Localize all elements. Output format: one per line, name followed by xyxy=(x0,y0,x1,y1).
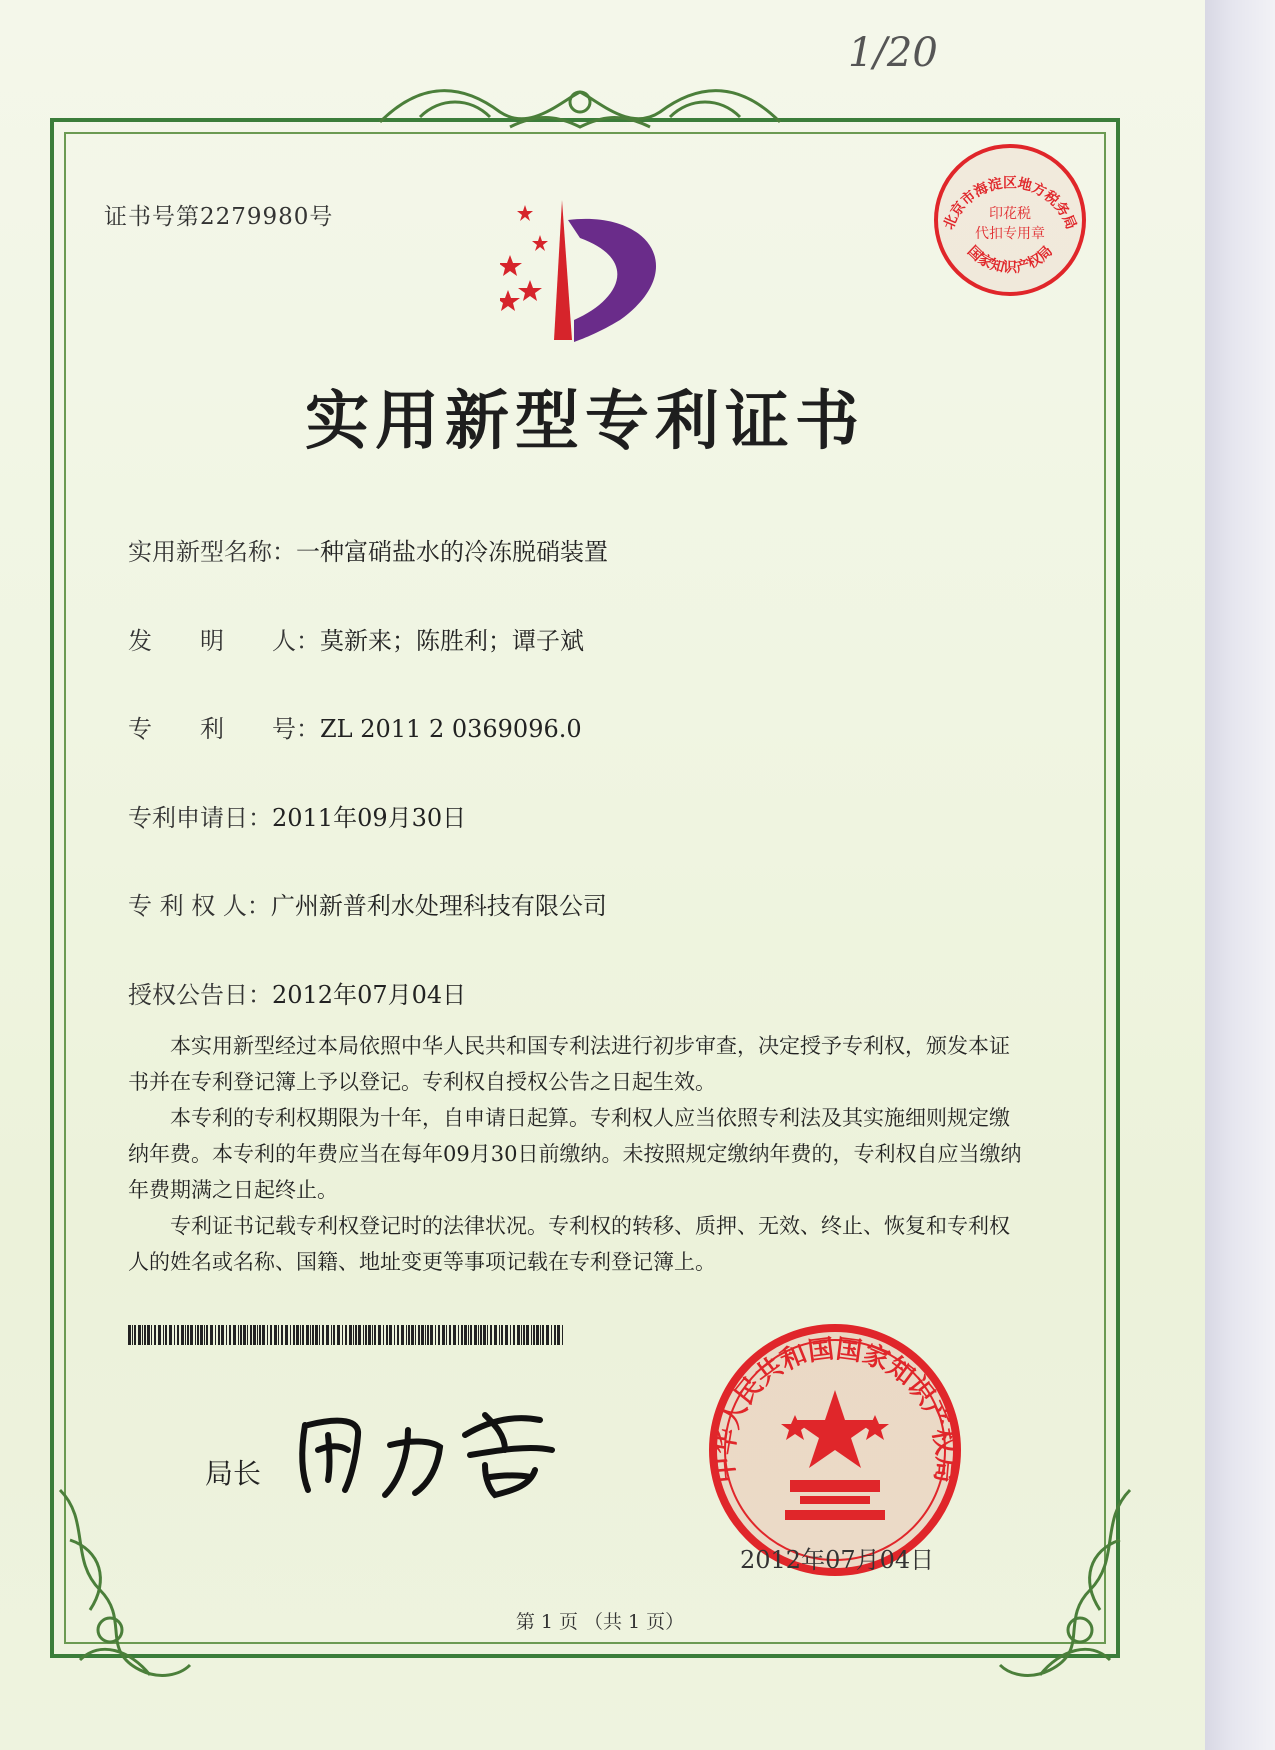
barcode-bar xyxy=(438,1325,440,1345)
barcode-bar xyxy=(319,1325,320,1345)
barcode-bar xyxy=(293,1325,295,1345)
barcode-bar xyxy=(226,1325,227,1345)
barcode-bar xyxy=(383,1325,384,1345)
barcode-bar xyxy=(206,1325,208,1345)
barcode-bar xyxy=(557,1325,560,1345)
barcode-bar xyxy=(536,1325,539,1345)
barcode-bar xyxy=(250,1325,252,1345)
barcode-icon xyxy=(128,1325,568,1345)
grant-date-field xyxy=(128,975,466,1010)
barcode-bar xyxy=(531,1325,532,1345)
barcode-bar xyxy=(210,1325,213,1345)
barcode-bar xyxy=(521,1325,522,1345)
barcode-bar xyxy=(134,1325,136,1345)
barcode-bar xyxy=(233,1325,236,1345)
barcode-bar xyxy=(397,1325,399,1345)
barcode-bar xyxy=(169,1325,172,1345)
barcode-bar xyxy=(435,1325,436,1345)
barcode-bar xyxy=(151,1325,152,1345)
tax-stamp-outer-text: 北京市海淀区地方税务局 xyxy=(941,175,1079,232)
barcode-bar xyxy=(310,1325,311,1345)
barcode-bar xyxy=(342,1325,343,1345)
barcode-bar xyxy=(461,1325,463,1345)
barcode-bar xyxy=(200,1325,203,1345)
barcode-bar xyxy=(425,1325,426,1345)
barcode-bar xyxy=(315,1325,318,1345)
barcode-bar xyxy=(331,1325,332,1345)
inventors-field xyxy=(128,621,584,656)
patent-number-value: ZL 2011 2 0369096.0 xyxy=(320,715,582,743)
application-date-label: 专利申请日： xyxy=(128,804,272,832)
barcode-bar xyxy=(181,1325,184,1345)
barcode-bar xyxy=(204,1325,205,1345)
barcode-bar xyxy=(378,1325,381,1345)
tax-stamp-seal xyxy=(930,140,1090,300)
barcode-bar xyxy=(562,1325,563,1345)
barcode-bar xyxy=(158,1325,161,1345)
tax-stamp-inner-1: 印花税 xyxy=(989,206,1031,222)
barcode-bar xyxy=(322,1325,324,1345)
barcode-bar xyxy=(474,1325,477,1345)
barcode-bar xyxy=(221,1325,224,1345)
barcode-bar xyxy=(358,1325,361,1345)
barcode-bar xyxy=(190,1325,193,1345)
barcode-bar xyxy=(349,1325,352,1345)
bottom-right-ornament-icon xyxy=(990,1480,1150,1690)
barcode-bar xyxy=(142,1325,143,1345)
tax-stamp-bottom-text: 国家知识产权局 xyxy=(964,243,1056,277)
body-paragraph-2: 本专利的专利权期限为十年，自申请日起算。专利权人应当依照专利法及其实施细则规定缴纳年费。本专利的年费应当在每年09月30日前缴纳。未按照规定缴纳年费的，专利权自应当缴纳年费期满之日起终止。 xyxy=(128,1106,1022,1202)
utility-model-name-value: 一种富硝盐水的冷冻脱硝装置 xyxy=(296,538,608,566)
page-edge xyxy=(1205,0,1275,1750)
barcode-bar xyxy=(418,1325,420,1345)
barcode-bar xyxy=(374,1325,376,1345)
barcode-bar xyxy=(478,1325,479,1345)
barcode-bar xyxy=(365,1325,367,1345)
barcode-bar xyxy=(187,1325,189,1345)
barcode-bar xyxy=(259,1325,261,1345)
barcode-bar xyxy=(147,1325,150,1345)
barcode-bar xyxy=(128,1325,131,1345)
barcode-bar xyxy=(406,1325,407,1345)
barcode-bar xyxy=(300,1325,301,1345)
barcode-bar xyxy=(154,1325,156,1345)
seal-date: 2012年07月04日 xyxy=(740,1546,935,1574)
barcode-bar xyxy=(551,1325,552,1345)
barcode-bar xyxy=(218,1325,220,1345)
barcode-bar xyxy=(333,1325,335,1345)
barcode-bar xyxy=(449,1325,451,1345)
barcode-bar xyxy=(274,1325,277,1345)
utility-model-name-field xyxy=(128,532,608,567)
barcode-bar xyxy=(389,1325,392,1345)
patent-number-label: 专 利 号： xyxy=(128,715,320,743)
inventors-label: 发 明 人： xyxy=(128,627,320,655)
barcode-bar xyxy=(430,1325,433,1345)
application-date-field xyxy=(128,798,466,833)
barcode-bar xyxy=(480,1325,482,1345)
barcode-bar xyxy=(483,1325,486,1345)
barcode-bar xyxy=(415,1325,416,1345)
barcode-bar xyxy=(513,1325,515,1345)
inventors-value: 莫新来；陈胜利；谭子斌 xyxy=(320,627,584,655)
barcode-bar xyxy=(163,1325,164,1345)
main-seal-text: 中华人民共和国国家知识产权局 xyxy=(709,1334,961,1485)
handwritten-mark: 1/20 xyxy=(848,30,938,76)
barcode-bar xyxy=(306,1325,309,1345)
barcode-bar xyxy=(494,1325,497,1345)
barcode-bar xyxy=(546,1325,549,1345)
certificate-title: 实用新型专利证书 xyxy=(305,384,865,459)
barcode-bar xyxy=(247,1325,248,1345)
page-number: 第 1 页 （共 1 页） xyxy=(515,1611,685,1633)
grant-date-value: 2012年07月04日 xyxy=(272,981,467,1009)
barcode-bar xyxy=(411,1325,414,1345)
barcode-bar xyxy=(197,1325,199,1345)
barcode-bar xyxy=(270,1325,272,1345)
barcode-bar xyxy=(427,1325,429,1345)
patent-office-logo-icon xyxy=(500,200,690,360)
barcode-bar xyxy=(345,1325,347,1345)
barcode-bar xyxy=(229,1325,231,1345)
barcode-bar xyxy=(253,1325,256,1345)
director-signature xyxy=(290,1395,560,1505)
barcode-bar xyxy=(421,1325,424,1345)
body-paragraph-1: 本实用新型经过本局依照中华人民共和国专利法进行初步审查，决定授予专利权，颁发本证书并在专利登记簿上予以登记。专利权自授权公告之日起生效。 xyxy=(128,1034,1010,1094)
patentee-label: 专 利 权 人： xyxy=(128,892,271,920)
barcode-bar xyxy=(487,1325,488,1345)
barcode-bar xyxy=(453,1325,456,1345)
barcode-bar xyxy=(240,1325,242,1345)
barcode-bar xyxy=(499,1325,500,1345)
barcode-bar xyxy=(195,1325,196,1345)
barcode-bar xyxy=(442,1325,445,1345)
barcode-bar xyxy=(368,1325,371,1345)
barcode-bar xyxy=(517,1325,520,1345)
barcode-bar xyxy=(185,1325,186,1345)
barcode-bar xyxy=(394,1325,395,1345)
barcode-bar xyxy=(281,1325,283,1345)
barcode-bar xyxy=(285,1325,288,1345)
utility-model-name-label: 实用新型名称： xyxy=(128,538,296,566)
bottom-left-ornament-icon xyxy=(40,1480,200,1690)
body-paragraph-3: 专利证书记载专利权登记时的法律状况。专利权的转移、质押、无效、终止、恢复和专利权人的姓名或名称、国籍、地址变更等事项记载在专利登记簿上。 xyxy=(128,1214,1010,1274)
barcode-bar xyxy=(243,1325,246,1345)
barcode-bar xyxy=(533,1325,535,1345)
director-label: 局长 xyxy=(205,1457,262,1490)
patentee-field xyxy=(128,886,607,921)
barcode-bar xyxy=(464,1325,467,1345)
barcode-bar xyxy=(290,1325,291,1345)
barcode-bar xyxy=(505,1325,508,1345)
barcode-bar xyxy=(262,1325,265,1345)
barcode-bar xyxy=(446,1325,447,1345)
barcode-bar xyxy=(458,1325,459,1345)
barcode-bar xyxy=(386,1325,388,1345)
barcode-bar xyxy=(238,1325,239,1345)
barcode-bar xyxy=(177,1325,179,1345)
patent-number-field xyxy=(128,709,582,744)
barcode-bar xyxy=(326,1325,329,1345)
barcode-bar xyxy=(468,1325,469,1345)
top-ornament-icon xyxy=(360,72,800,142)
barcode-bar xyxy=(215,1325,216,1345)
certificate-number: 证书号第2279980号 xyxy=(104,204,334,230)
barcode-bar xyxy=(372,1325,373,1345)
barcode-bar xyxy=(278,1325,279,1345)
barcode-bar xyxy=(510,1325,511,1345)
barcode-bar xyxy=(490,1325,492,1345)
barcode-bar xyxy=(542,1325,544,1345)
barcode-bar xyxy=(408,1325,410,1345)
barcode-bar xyxy=(257,1325,258,1345)
barcode-bar xyxy=(296,1325,299,1345)
barcode-bar xyxy=(267,1325,268,1345)
barcode-bar xyxy=(312,1325,314,1345)
barcode-bar xyxy=(401,1325,404,1345)
patentee-value: 广州新普利水处理科技有限公司 xyxy=(270,892,607,920)
tax-stamp-inner-2: 代扣专用章 xyxy=(975,226,1045,242)
barcode-bar xyxy=(470,1325,472,1345)
barcode-bar xyxy=(355,1325,357,1345)
barcode-bar xyxy=(144,1325,146,1345)
barcode-bar xyxy=(165,1325,167,1345)
barcode-bar xyxy=(526,1325,529,1345)
barcode-bar xyxy=(363,1325,364,1345)
barcode-bar xyxy=(337,1325,340,1345)
barcode-bar xyxy=(501,1325,503,1345)
barcode-bar xyxy=(540,1325,541,1345)
barcode-bar xyxy=(302,1325,304,1345)
barcode-bar xyxy=(138,1325,141,1345)
barcode-bar xyxy=(353,1325,354,1345)
barcode-bar xyxy=(523,1325,525,1345)
barcode-bar xyxy=(174,1325,175,1345)
barcode-bar xyxy=(554,1325,556,1345)
application-date-value: 2011年09月30日 xyxy=(272,804,467,832)
barcode-bar xyxy=(132,1325,133,1345)
grant-date-label: 授权公告日： xyxy=(128,981,272,1009)
